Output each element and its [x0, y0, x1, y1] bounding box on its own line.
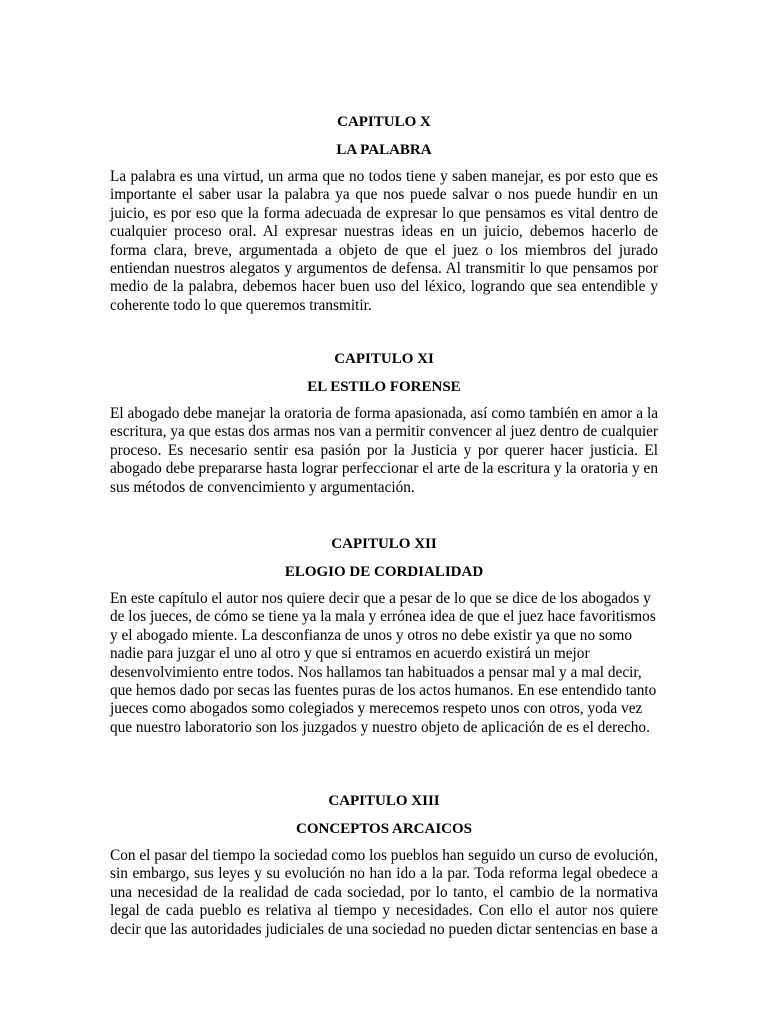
chapter-heading: CAPITULO XIII [328, 793, 440, 809]
chapter-title: EL ESTILO FORENSE [307, 379, 461, 395]
chapter-body: Con el pasar del tiempo la sociedad como los pueblos han seguido un curso de evolución, sin embargo, sus leyes y su evolución no han ido a la par. Toda reforma legal obedece a una necesidad de la realidad de cada sociedad, por lo tanto, el cambio de la normativa legal de cada pueblo es relativa al tiempo y necesidades. Con ello el autor nos quiere decir que las autoridades judiciales de una sociedad no pueden dictar sentencias en base a [110, 847, 659, 938]
chapter-title: LA PALABRA [336, 142, 432, 158]
chapter-body: El abogado debe manejar la oratoria de forma apasionada, así como también en amor a la escritura, ya que estas dos armas nos van a permitir convencer al juez dentro de cualquier proceso. Es necesario sentir esa pasión por la Justicia y por querer hacer justicia. El abogado debe prepararse hasta lograr perfeccionar el arte de la escritura y la oratoria y en sus métodos de convencimiento y argumentación. [110, 405, 658, 496]
chapter-title: CONCEPTOS ARCAICOS [295, 821, 472, 837]
chapter-heading: CAPITULO X [337, 114, 431, 130]
chapter-body: La palabra es una virtud, un arma que no todos tiene y saben manejar, es por esto que es importante el saber usar la palabra ya que nos puede salvar o nos puede hundir en un juicio, es por eso que la forma adecuada de expresar lo que pensamos es vital dentro de cualquier proceso oral. Al expresar nuestras ideas en un juicio, debemos hacerlo de forma clara, breve, argumentada a objeto de que el juez o los miembros del jurado entiendan nuestros alegatos y argumentos de defensa. Al transmitir lo que pensamos por medio de la palabra, debemos hacer buen uso del léxico, logrando que sea entendible y coherente todo lo que queremos transmitir. [110, 168, 658, 314]
chapter-heading: CAPITULO XI [334, 351, 434, 367]
chapter-title: ELOGIO DE CORDIALIDAD [284, 564, 484, 580]
chapter-body: En este capítulo el autor nos quiere decir que a pesar de lo que se dice de los abogados y de los jueces, de cómo se tiene ya la mala y errónea idea de que el juez hace favoritismos y el abogado miente. La desconfianza de unos y otros no debe existir ya que no somo nadie para juzgar el uno al otro y que si entramos en acuerdo existirá un mejor desenvolvimiento entre todos. Nos hallamos tan habituados a pensar mal y a mal decir, que hemos dado por secas las fuentes puras de los actos humanos. En ese entendido tanto jueces como abogados somo colegiados y merecemos respeto unos con otros, yoda vez que nuestro laboratorio son los juzgados y nuestro objeto de aplicación de es el derecho. [110, 590, 657, 736]
chapter-heading: CAPITULO XII [331, 536, 437, 552]
